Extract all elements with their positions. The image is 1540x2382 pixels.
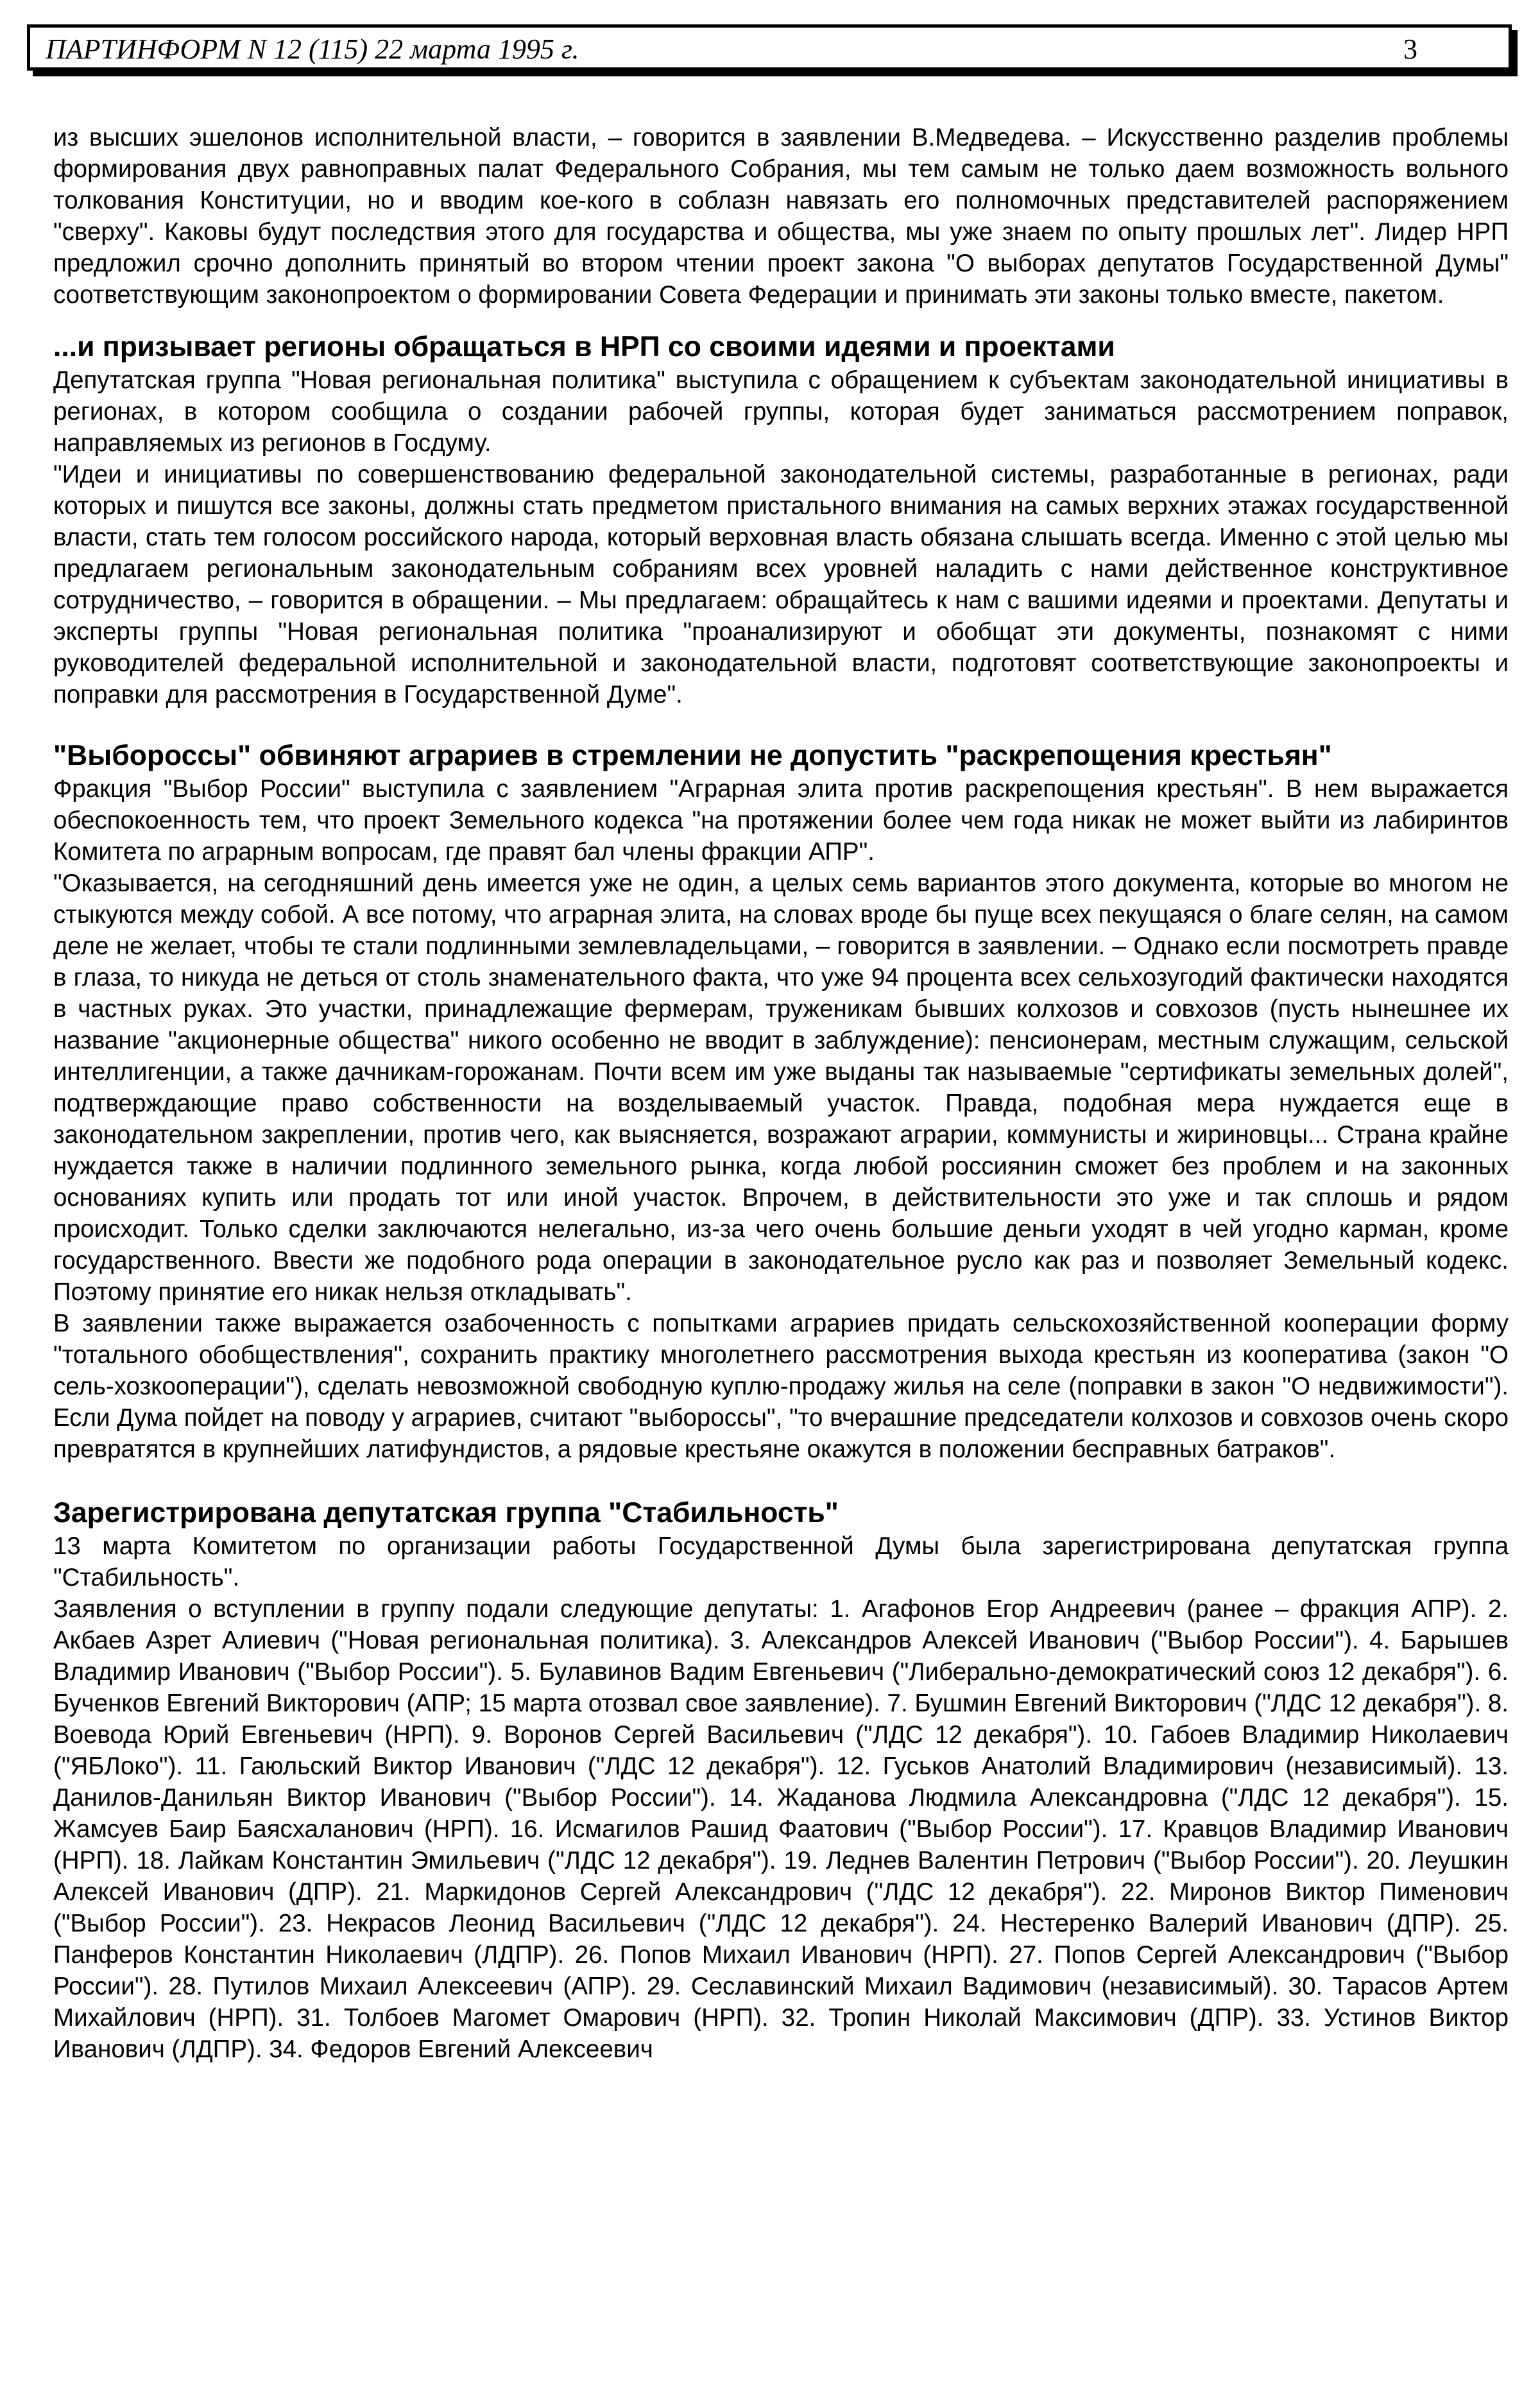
page-header	[27, 24, 1512, 71]
paragraph: 13 марта Комитетом по организации работы Государственной Думы была зарегистрирована депутатская группа "Стабильность".	[53, 1532, 1509, 1591]
paragraph: В заявлении также выражается озабоченность с попытками аграриев придать сельскохозяйственной кооперации форму "тотального обобществления", сохранить практику многолетнего рассмотрения выхода крестьян из кооператива (закон "О сель-хозкооперации"), сделать невозможной свободную куплю-продажу жилья на селе (поправки в закон "О недвижимости"). Если Дума пойдет на поводу у аграриев, считают "выбороссы", "то вчерашние председатели колхозов и совхозов очень скоро превратятся в крупнейших латифундистов, а рядовые крестьяне окажутся в положении бесправных батраков".	[53, 1310, 1509, 1463]
page-number: 3	[1403, 33, 1417, 65]
section-heading: "Выбороссы" обвиняют аграриев в стремлении не допустить "раскрепощения крестьян"	[53, 740, 1332, 771]
newspaper-issue-title: ПАРТИНФОРМ N 12 (115) 22 марта 1995 г.	[46, 33, 579, 65]
paragraph: "Идеи и инициативы по совершенствованию федеральной законодательной системы, разработанные в регионах, ради которых и пишутся все законы, должны стать предметом пристального внимания на самых верхних этажах государственной власти, стать тем голосом российского народа, который верховная власть обязана слышать всегда. Именно с этой целью мы предлагаем региональным законодательным собраниям всех уровней наладить с нами действенное конструктивное сотрудничество, – говорится в обращении. – Мы предлагаем: обращайтесь к нам с вашими идеями и проектами. Депутаты и эксперты группы "Новая региональная политика "проанализируют и обобщат эти документы, познакомят с ними руководителей федеральной исполнительной и законодательной власти, подготовят соответствующие законопроекты и поправки для рассмотрения в Государственной Думе".	[53, 461, 1509, 708]
article-body	[53, 122, 1509, 2065]
intro-paragraph: из высших эшелонов исполнительной власти, – говорится в заявлении В.Медведева. – Искусственно разделив проблемы формирования двух равноправных палат Федерального Собрания, мы тем самым не только даем возможность вольного толкования Конституции, но и вводим кое-кого в соблазн навязать его полномочных представителей распоряжением "сверху". Каковы будут последствия этого для государства и общества, мы уже знаем по опыту прошлых лет". Лидер НРП предложил срочно дополнить принятый во втором чтении проект закона "О выборах депутатов Государственной Думы" соответствующим законопроектом о формировании Совета Федерации и принимать эти законы только вместе, пакетом.	[53, 124, 1509, 309]
paragraph: Заявления о вступлении в группу подали следующие депутаты: 1. Агафонов Егор Андреевич (ранее – фракция АПР). 2. Акбаев Азрет Алиевич ("Новая региональная политика). 3. Александров Алексей Иванович ("Выбор России"). 4. Барышев Владимир Иванович ("Выбор России"). 5. Булавинов Вадим Евгеньевич ("Либерально-демократический союз 12 декабря"). 6. Бученков Евгений Викторович (АПР; 15 марта отозвал свое заявление). 7. Бушмин Евгений Викторович ("ЛДС 12 декабря"). 8. Воевода Юрий Евгеньевич (НРП). 9. Воронов Сергей Васильевич ("ЛДС 12 декабря"). 10. Габоев Владимир Николаевич ("ЯБЛоко"). 11. Гаюльский Виктор Иванович ("ЛДС 12 декабря"). 12. Гуськов Анатолий Владимирович (независимый). 13. Данилов-Данильян Виктор Иванович ("Выбор России"). 14. Жаданова Людмила Александровна ("ЛДС 12 декабря"). 15. Жамсуев Баир Баясхаланович (НРП). 16. Исмагилов Рашид Фаатович ("Выбор России"). 17. Кравцов Владимир Иванович (НРП). 18. Лайкам Константин Эмильевич ("ЛДС 12 декабря"). 19. Леднев Валентин Петрович ("Выбор России"). 20. Леушкин Алексей Иванович (ДПР). 21. Маркидонов Сергей Александрович ("ЛДС 12 декабря"). 22. Миронов Виктор Пименович ("Выбор России"). 23. Некрасов Леонид Васильевич ("ЛДС 12 декабря"). 24. Нестеренко Валерий Иванович (ДПР). 25. Панферов Константин Николаевич (ЛДПР). 26. Попов Михаил Иванович (НРП). 27. Попов Сергей Александрович ("Выбор России"). 28. Путилов Михаил Алексеевич (АПР). 29. Сеславинский Михаил Вадимович (независимый). 30. Тарасов Артем Михайлович (НРП). 31. Толбоев Магомет Омарович (НРП). 32. Тропин Николай Максимович (ДПР). 33. Устинов Виктор Иванович (ЛДПР). 34. Федоров Евгений Алексеевич	[53, 1595, 1509, 2063]
paragraph: Фракция "Выбор России" выступила с заявлением "Аграрная элита против раскрепощения крестьян". В нем выражается обеспокоенность тем, что проект Земельного кодекса "на протяжении более чем года никак не может выйти из лабиринтов Комитета по аграрным вопросам, где правят бал члены фракции АПР".	[53, 775, 1509, 866]
paragraph: Депутатская группа "Новая региональная политика" выступила с обращением к субъектам законодательной инициативы в регионах, в котором сообщила о создании рабочей группы, которая будет заниматься рассмотрением поправок, направляемых из регионов в Госдуму.	[53, 366, 1509, 457]
section-vyborossy	[53, 739, 1509, 1465]
paragraph: "Оказывается, на сегодняшний день имеется уже не один, а целых семь вариантов этого документа, которые во многом не стыкуются между собой. А все потому, что аграрная элита, на словах вроде бы пуще всех пекущаяся о благе селян, на самом деле не желает, чтобы те стали подлинными землевладельцами, – говорится в заявлении. – Однако если посмотреть правде в глаза, то никуда не деться от столь знаменательного факта, что уже 94 процента всех сельхозугодий фактически находятся в частных руках. Это участки, принадлежащие фермерам, труженикам бывших колхозов и совхозов (пусть нынешнее их название "акционерные общества" никого особенно не вводит в заблуждение): пенсионерам, местным служащим, сельской интеллигенции, а также дачникам-горожанам. Почти всем им уже выданы так называемые "сертификаты земельных долей", подтверждающие право собственности на возделываемый участок. Правда, подобная мера нуждается еще в законодательном закреплении, против чего, как выясняется, возражают аграрии, коммунисты и жириновцы... Страна крайне нуждается также в наличии подлинного земельного рынка, когда любой россиянин сможет без проблем и на законных основаниях купить или продать тот или иной участок. Впрочем, в действительности это уже и так сплошь и рядом происходит. Только сделки заключаются нелегально, из-за чего очень большие деньги уходят в чей угодно карман, кроме государственного. Ввести же подобного рода операции в законодательное русло как раз и позволяет Земельный кодекс. Поэтому принятие его никак нельзя откладывать".	[53, 870, 1509, 1306]
section-stabilnost	[53, 1496, 1509, 2065]
section-nrp-regions	[53, 330, 1509, 710]
section-heading: Зарегистрирована депутатская группа "Стабильность"	[53, 1497, 839, 1529]
section-heading: ...и призывает регионы обращаться в НРП со своими идеями и проектами	[53, 331, 1115, 363]
